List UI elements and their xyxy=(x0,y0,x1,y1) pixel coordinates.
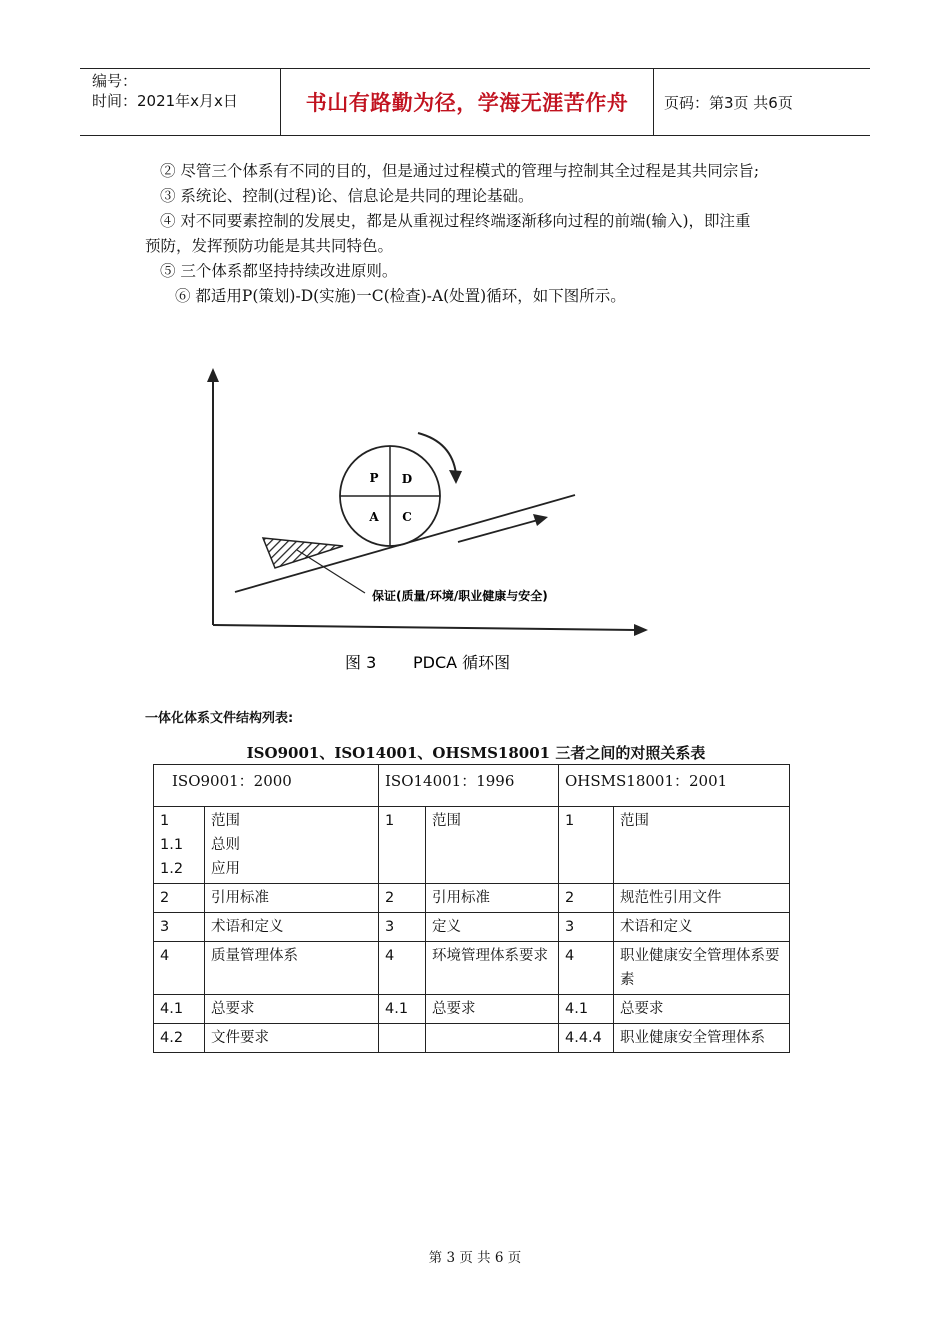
table-cell: 范围 xyxy=(614,807,790,884)
paragraph-2: ② 尽管三个体系有不同的目的，但是通过过程模式的管理与控制其全过程是其共同宗旨; xyxy=(160,162,760,180)
table-cell: 4.1 xyxy=(559,995,614,1024)
table-cell: 3 xyxy=(379,913,426,942)
header-page-info: 页码：第3页 共6页 xyxy=(664,93,793,112)
table-cell: 1 xyxy=(379,807,426,884)
page-header xyxy=(80,68,870,136)
progress-arrow-icon xyxy=(533,514,548,526)
comparison-table xyxy=(153,764,790,1053)
table-cell: 总要求 xyxy=(426,995,559,1024)
table-row xyxy=(154,807,790,884)
table-cell: 4 xyxy=(559,942,614,995)
table-cell: 1 xyxy=(559,807,614,884)
guarantee-wedge xyxy=(263,538,343,568)
table-row xyxy=(154,884,790,913)
page-footer: 第 3 页 共 6 页 xyxy=(428,1250,522,1266)
time-label: 时间：2021年x月x日 xyxy=(92,92,238,110)
table-cell: 术语和定义 xyxy=(205,913,379,942)
table-cell: 定义 xyxy=(426,913,559,942)
table-cell: 4.4.4 xyxy=(559,1024,614,1053)
table-row xyxy=(154,913,790,942)
quadrant-a: A xyxy=(369,510,379,524)
table-cell: 质量管理体系 xyxy=(205,942,379,995)
section-label: 一体化体系文件结构列表: xyxy=(145,711,294,726)
rotation-arrow-icon xyxy=(449,470,462,484)
table-cell: 4.1 xyxy=(154,995,205,1024)
table-cell: 4.2 xyxy=(154,1024,205,1053)
table-cell: 引用标准 xyxy=(426,884,559,913)
paragraph-3: ③ 系统论、控制(过程)论、信息论是共同的理论基础。 xyxy=(160,187,534,205)
table-title: ISO9001、ISO14001、OHSMS18001 三者之间的对照关系表 xyxy=(246,744,706,762)
table-cell: 文件要求 xyxy=(205,1024,379,1053)
pdca-figure xyxy=(190,350,660,690)
table-cell: 职业健康安全管理体系要素 xyxy=(614,942,790,995)
table-cell: 引用标准 xyxy=(205,884,379,913)
table-cell xyxy=(379,1024,426,1053)
table-cell: 范围 总则 应用 xyxy=(205,807,379,884)
standard-ohsms18001: OHSMS18001：2001 xyxy=(559,765,790,807)
figure-caption-num: 图 3 xyxy=(345,653,377,672)
quadrant-c: C xyxy=(402,510,412,524)
table-row xyxy=(154,995,790,1024)
table-cell: 2 xyxy=(154,884,205,913)
table-cell: 职业健康安全管理体系 xyxy=(614,1024,790,1053)
table-cell: 3 xyxy=(559,913,614,942)
table-cell: 环境管理体系要求 xyxy=(426,942,559,995)
standard-iso14001: ISO14001：1996 xyxy=(379,765,559,807)
figure-caption-title: PDCA 循环图 xyxy=(413,653,511,672)
progress-arrow xyxy=(458,520,538,542)
table-cell: 2 xyxy=(559,884,614,913)
table-cell: 4 xyxy=(379,942,426,995)
number-label: 编号： xyxy=(92,72,138,90)
header-motto: 书山有路勤为径，学海无涯苦作舟 xyxy=(281,69,654,135)
paragraph-5: ⑤ 三个体系都坚持持续改进原则。 xyxy=(160,262,398,280)
guarantee-label: 保证(质量/环境/职业健康与安全) xyxy=(372,589,548,603)
table-cell: 规范性引用文件 xyxy=(614,884,790,913)
table-cell: 4.1 xyxy=(379,995,426,1024)
table-cell: 3 xyxy=(154,913,205,942)
table-cell: 4 xyxy=(154,942,205,995)
table-cell: 2 xyxy=(379,884,426,913)
table-row xyxy=(154,1024,790,1053)
quadrant-p: P xyxy=(369,471,379,485)
header-meta xyxy=(80,69,281,135)
paragraph-4: ④ 对不同要素控制的发展史，都是从重视过程终端逐渐移向过程的前端(输入)，即注重 xyxy=(160,212,751,230)
table-cell: 总要求 xyxy=(614,995,790,1024)
x-axis xyxy=(213,625,637,630)
table-cell: 范围 xyxy=(426,807,559,884)
quadrant-d: D xyxy=(401,472,413,486)
table-row xyxy=(154,942,790,995)
table-cell: 1 1.1 1.2 xyxy=(154,807,205,884)
standards-row xyxy=(154,765,790,807)
y-axis-arrow-icon xyxy=(207,368,219,382)
x-axis-arrow-icon xyxy=(634,624,648,636)
paragraph-4-cont: 预防，发挥预防功能是其共同特色。 xyxy=(145,237,394,255)
table-cell: 术语和定义 xyxy=(614,913,790,942)
table-cell: 总要求 xyxy=(205,995,379,1024)
standard-iso9001: ISO9001：2000 xyxy=(154,765,379,807)
paragraph-6: ⑥ 都适用P(策划)-D(实施)一C(检查)-A(处置)循环，如下图所示。 xyxy=(175,287,626,305)
table-body xyxy=(154,807,790,1053)
table-cell xyxy=(426,1024,559,1053)
